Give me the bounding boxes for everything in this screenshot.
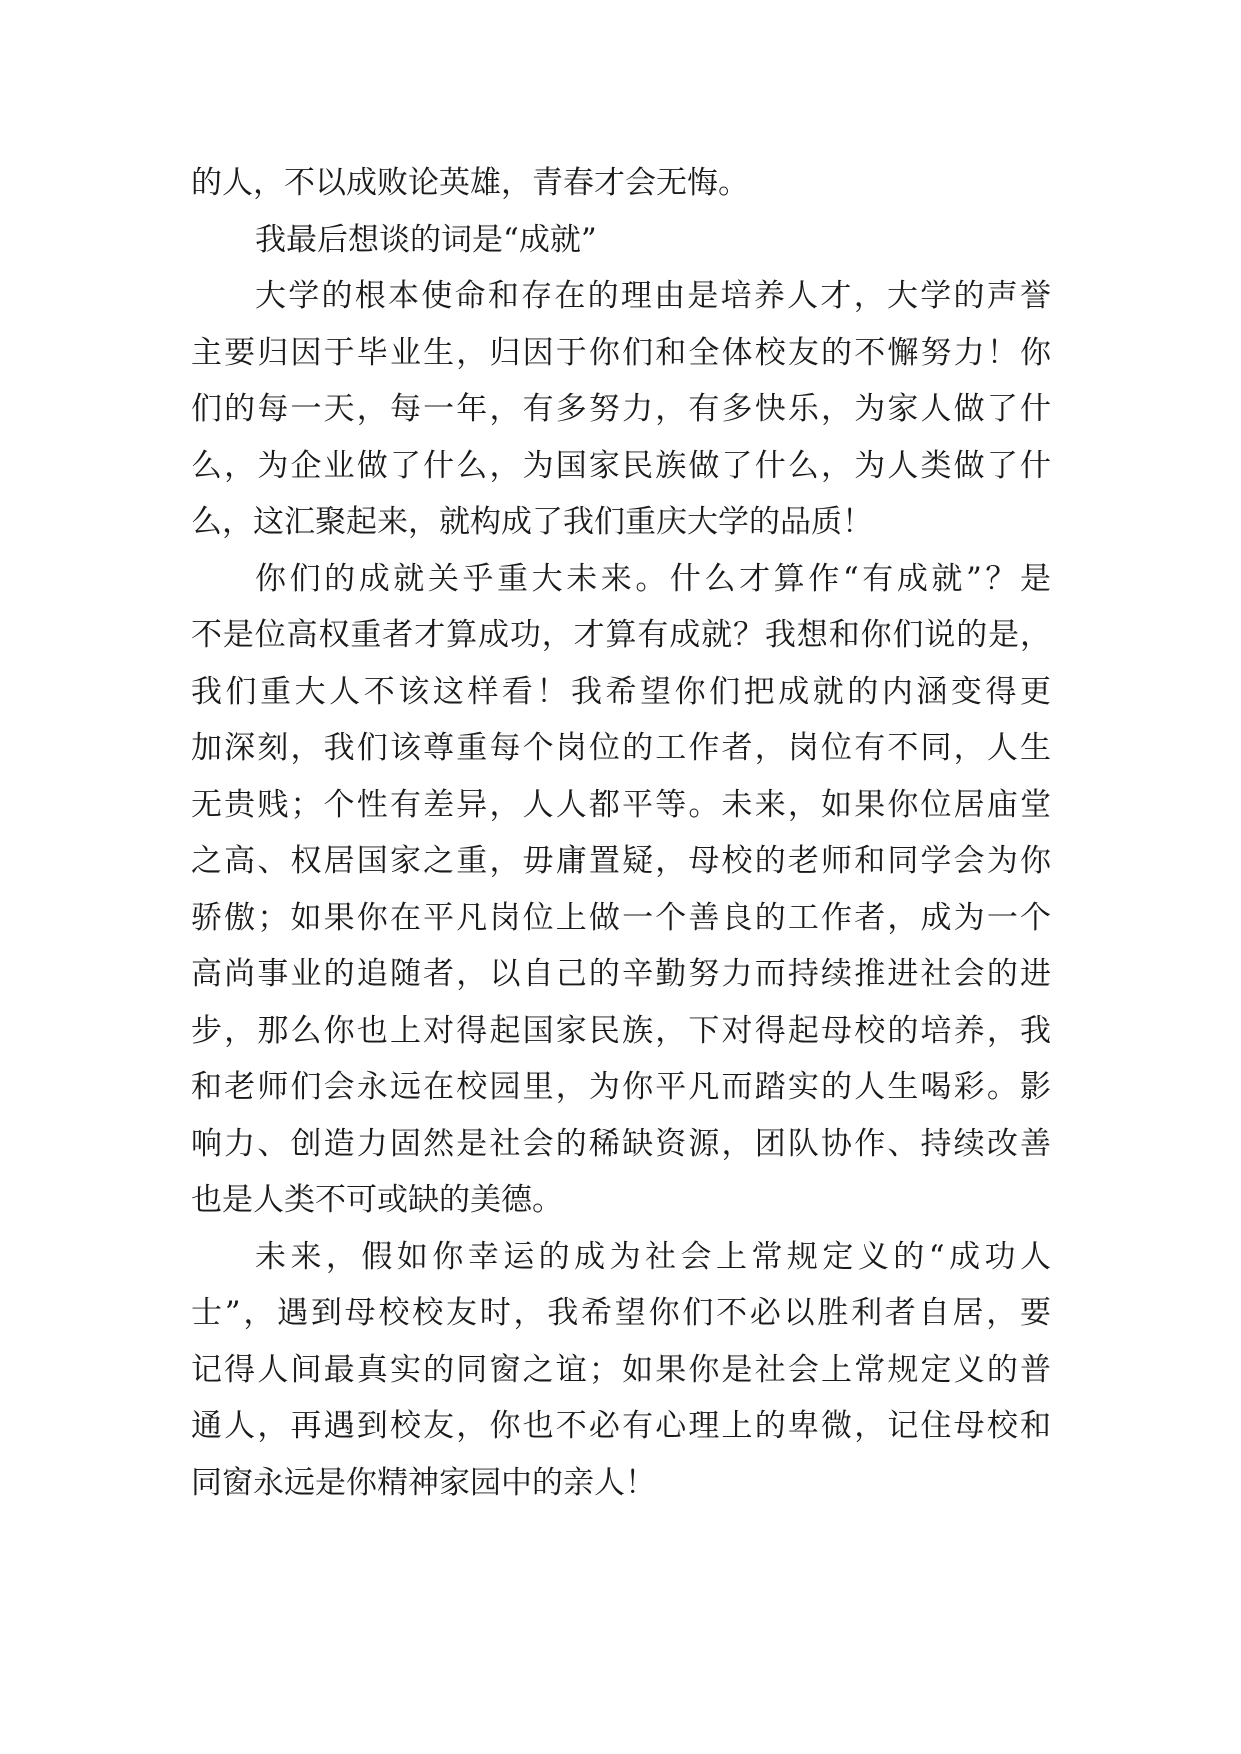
- text-line: 响力、创造力固然是社会的稀缺资源，团队协作、持续改善: [191, 1125, 1051, 1162]
- text-line: 未来，假如你幸运的成为社会上常规定义的“成功人: [255, 1238, 1051, 1275]
- text-line: 无贵贱；个性有差异，人人都平等。未来，如果你位居庙堂: [191, 786, 1051, 823]
- text-line: 记得人间最真实的同窗之谊；如果你是社会上常规定义的普: [191, 1351, 1051, 1388]
- text-line: 之高、权居国家之重，毋庸置疑，母校的老师和同学会为你: [191, 843, 1051, 879]
- text-line: 骄傲；如果你在平凡岗位上做一个善良的工作者，成为一个: [191, 899, 1051, 936]
- text-line: 通人，再遇到校友，你也不必有心理上的卑微，记住母校和: [191, 1408, 1051, 1444]
- text-line: 高尚事业的追随者，以自己的辛勤努力而持续推进社会的进: [191, 956, 1051, 992]
- text-line: 你们的成就关乎重大未来。什么才算作“有成就”？是: [255, 560, 1051, 597]
- text-line: 大学的根本使命和存在的理由是培养人才，大学的声誉: [255, 278, 1051, 314]
- text-line: 同窗永远是你精神家园中的亲人！: [191, 1464, 656, 1501]
- text-line: 士”，遇到母校校友时，我希望你们不必以胜利者自居，要: [191, 1295, 1051, 1331]
- text-line: 步，那么你也上对得起国家民族，下对得起母校的培养，我: [191, 1012, 1051, 1049]
- text-line: 么，为企业做了什么，为国家民族做了什么，为人类做了什: [191, 447, 1051, 484]
- text-line: 不是位高权重者才算成功，才算有成就？我想和你们说的是，: [191, 617, 1051, 653]
- text-line: 主要归因于毕业生，归因于你们和全体校友的不懈努力！你: [191, 334, 1051, 371]
- text-line: 和老师们会永远在校园里，为你平凡而踏实的人生喝彩。影: [191, 1069, 1051, 1105]
- text-line: 们的每一天，每一年，有多努力，有多快乐，为家人做了什: [191, 391, 1051, 427]
- text-line: 么，这汇聚起来，就构成了我们重庆大学的品质！: [191, 504, 873, 540]
- text-line: 加深刻，我们该尊重每个岗位的工作者，岗位有不同，人生: [191, 730, 1051, 766]
- text-line: 我们重大人不该这样看！我希望你们把成就的内涵变得更: [191, 673, 1051, 710]
- text-line: 的人，不以成败论英雄，青春才会无悔。: [191, 165, 749, 201]
- text-line: 也是人类不可或缺的美德。: [191, 1182, 563, 1218]
- document-body: [191, 155, 1051, 1511]
- section-heading: 我最后想谈的词是“成就”: [255, 221, 597, 258]
